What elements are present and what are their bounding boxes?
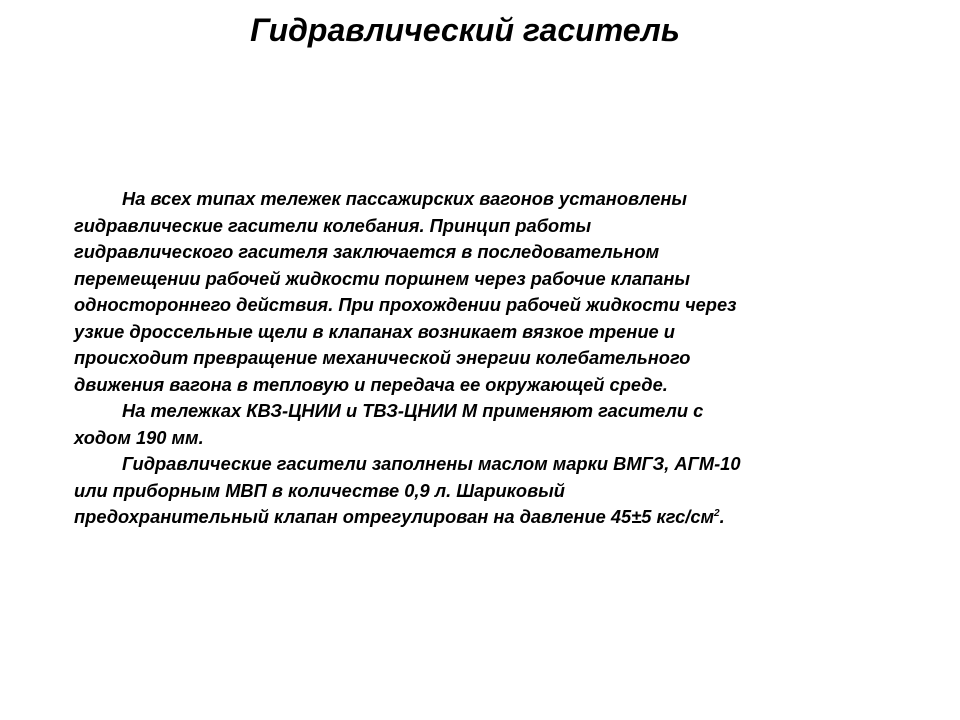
text-line: гидравлические гасители колебания. Принцип работы: [74, 214, 592, 236]
slide-title: Гидравлический гаситель: [250, 12, 680, 48]
paragraph-3: [74, 451, 874, 531]
text-line: узкие дроссельные щели в клапанах возникает вязкое трение и: [74, 320, 675, 342]
text-line: движения вагона в тепловую и передача ее окружающей среде.: [74, 373, 668, 395]
text-line: или приборным МВП в количестве 0,9 л. Шариковый: [74, 479, 565, 501]
text-line: Гидравлические гасители заполнены маслом марки ВМГЗ, АГМ-10: [122, 453, 741, 474]
sentence-end: .: [719, 506, 725, 527]
text-line: перемещении рабочей жидкости поршнем через рабочие клапаны: [74, 267, 690, 289]
paragraph-1: [74, 186, 874, 398]
text-line-last: [74, 504, 874, 531]
text-line: На тележках КВЗ-ЦНИИ и ТВЗ-ЦНИИ М применяют гасители с: [122, 400, 704, 421]
paragraph-2: [74, 398, 874, 451]
text-line: На всех типах тележек пассажирских вагонов установлены: [122, 188, 688, 209]
text-line: ходом 190 мм.: [74, 426, 204, 448]
text-line: гидравлического гасителя заключается в последовательном: [74, 241, 660, 262]
text-line: происходит превращение механической энергии колебательного: [74, 347, 691, 368]
text-line: одностороннего действия. При прохождении рабочей жидкости через: [74, 294, 737, 315]
superscript: 2: [714, 507, 720, 519]
text-line-content: предохранительный клапан отрегулирован на давление 45±5 кгс/см: [74, 506, 715, 527]
body-text: [74, 186, 874, 531]
